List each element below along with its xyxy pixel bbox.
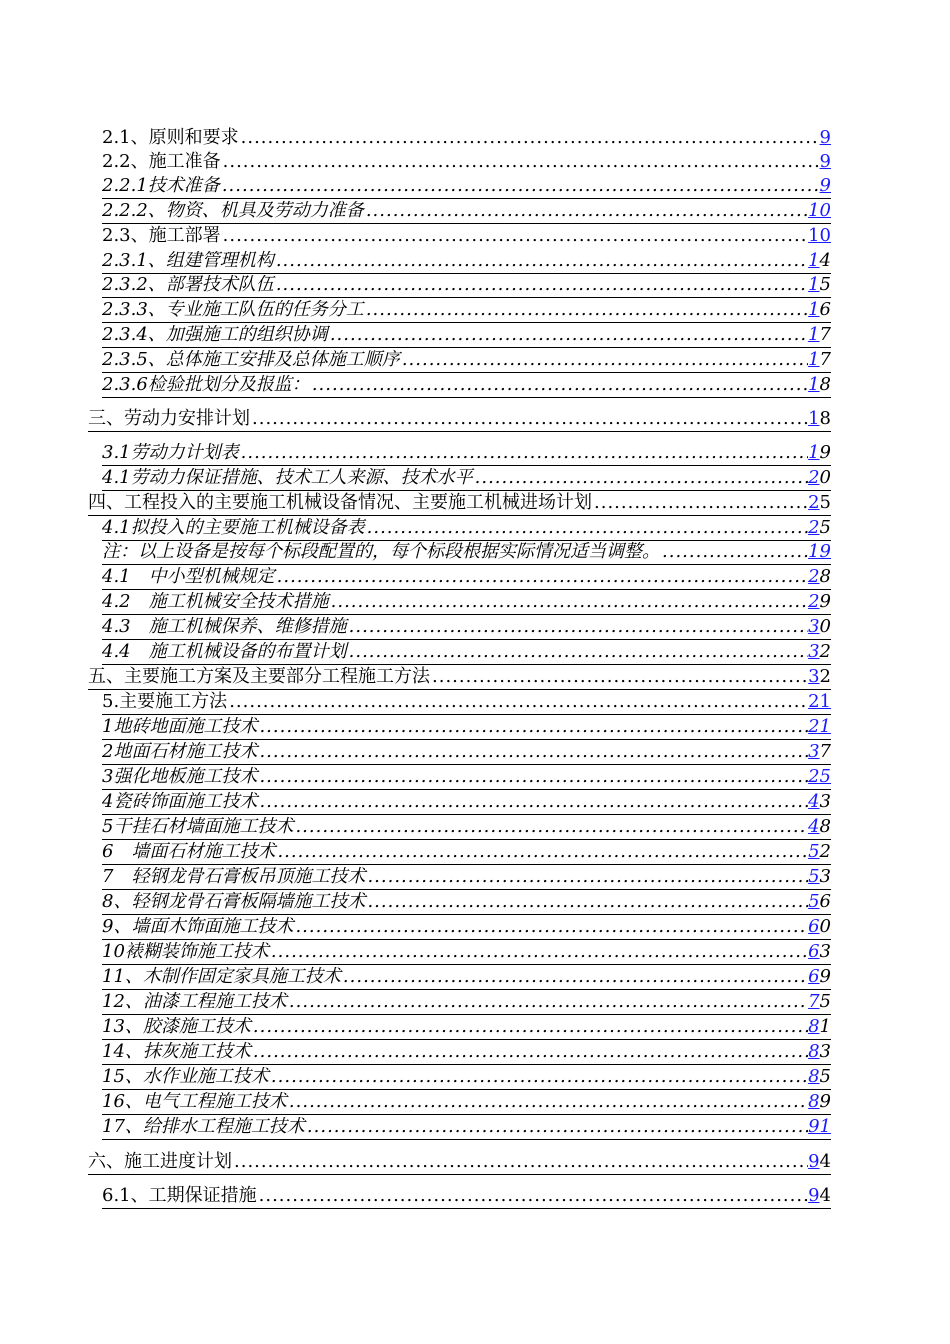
- toc-leader-dots: [307, 1115, 808, 1139]
- toc-entry[interactable]: [102, 740, 831, 765]
- toc-entry[interactable]: [102, 765, 831, 790]
- toc-leader-dots: [223, 150, 820, 174]
- toc-entry[interactable]: [102, 540, 831, 565]
- toc-entry-label: 4.1 中小型机械规定: [102, 566, 275, 587]
- toc-entry[interactable]: [102, 1115, 831, 1140]
- toc-leader-dots: [259, 1184, 808, 1208]
- toc-page-number[interactable]: 53: [808, 866, 831, 887]
- toc-leader-dots: [349, 640, 808, 664]
- toc-leader-dots: [349, 615, 808, 639]
- toc-entry-label: 8、轻钢龙骨石膏板隔墙施工技术: [102, 891, 366, 912]
- toc-page-number[interactable]: 32: [808, 641, 831, 662]
- toc-page-number[interactable]: 18: [808, 374, 831, 395]
- toc-entry[interactable]: [102, 865, 831, 890]
- toc-entry-label: 15、水作业施工技术: [102, 1066, 269, 1087]
- toc-page-number[interactable]: 83: [808, 1041, 831, 1062]
- toc-entry[interactable]: [102, 565, 831, 590]
- toc-entry-label: 7 轻钢龙骨石膏板吊顶施工技术: [102, 866, 366, 887]
- toc-leader-dots: [289, 1090, 808, 1114]
- toc-page-number[interactable]: 17: [808, 349, 831, 370]
- toc-leader-dots: [222, 174, 820, 198]
- toc-entry-label: 2.3.6检验批划分及报监：: [102, 374, 310, 395]
- toc-entry-label: 5干挂石材墙面施工技术: [102, 816, 294, 837]
- toc-entry-label: 9、墙面木饰面施工技术: [102, 916, 294, 937]
- toc-page-number[interactable]: 91: [808, 1116, 831, 1137]
- toc-entry[interactable]: [102, 323, 831, 348]
- toc-page-number[interactable]: 85: [808, 1066, 831, 1087]
- toc-entry[interactable]: [102, 224, 831, 248]
- toc-entry-label: 17、给排水工程施工技术: [102, 1116, 305, 1137]
- toc-entry[interactable]: [102, 174, 831, 199]
- toc-entry-label: 2.3.5、总体施工安排及总体施工顺序: [102, 349, 400, 370]
- toc-page-number[interactable]: 16: [808, 299, 831, 320]
- toc-entry-label: 五、主要施工方案及主要部分工程施工方法: [88, 666, 430, 687]
- toc-entry-label: 六、施工进度计划: [88, 1151, 232, 1172]
- toc-page-number[interactable]: 25: [808, 492, 831, 513]
- toc-leader-dots: [252, 407, 808, 431]
- toc-entry[interactable]: [102, 1090, 831, 1115]
- toc-page-number[interactable]: 10: [808, 200, 831, 221]
- toc-page-number[interactable]: 89: [808, 1091, 831, 1112]
- toc-entry-label: 四、工程投入的主要施工机械设备情况、主要施工机械进场计划: [88, 492, 592, 513]
- toc-page-number[interactable]: 25: [808, 517, 831, 538]
- toc-entry-label: 2.3、施工部署: [102, 225, 221, 246]
- toc-leader-dots: [241, 126, 820, 150]
- toc-page-number[interactable]: 15: [808, 274, 831, 295]
- toc-entry[interactable]: [102, 640, 831, 665]
- toc-entry[interactable]: [102, 373, 831, 398]
- toc-entry[interactable]: [102, 348, 831, 373]
- toc-page-number[interactable]: 63: [808, 941, 831, 962]
- toc-entry-label: 2地面石材施工技术: [102, 741, 258, 762]
- toc-entry[interactable]: [102, 150, 831, 174]
- toc-leader-dots: [277, 840, 808, 864]
- toc-entry[interactable]: [102, 715, 831, 740]
- toc-entry[interactable]: [102, 1040, 831, 1065]
- toc-page-number[interactable]: 19: [808, 442, 831, 463]
- toc-entry[interactable]: [88, 1150, 831, 1175]
- toc-leader-dots: [402, 348, 808, 372]
- toc-page-number[interactable]: 60: [808, 916, 831, 937]
- toc-page-number[interactable]: 19: [808, 541, 831, 562]
- toc-entry[interactable]: [102, 915, 831, 940]
- toc-leader-dots: [594, 491, 808, 515]
- toc-page-number[interactable]: 43: [808, 791, 831, 812]
- toc-entry-label: 2.3.1、组建管理机构: [102, 250, 274, 271]
- toc-entry-label: 三、劳动力安排计划: [88, 408, 250, 429]
- toc-entry[interactable]: [102, 690, 831, 715]
- toc-entry-label: 12、油漆工程施工技术: [102, 991, 287, 1012]
- toc-page-number[interactable]: 29: [808, 591, 831, 612]
- toc-entry-label: 11、木制作固定家具施工技术: [102, 966, 341, 987]
- toc-entry[interactable]: [102, 840, 831, 865]
- toc-entry-label: 4.2 施工机械安全技术措施: [102, 591, 329, 612]
- toc-leader-dots: [259, 715, 808, 739]
- toc-page-number[interactable]: 10: [808, 225, 831, 246]
- toc-entry[interactable]: [102, 298, 831, 323]
- toc-entry-label: 2.3.4、加强施工的组织协调: [102, 324, 328, 345]
- toc-leader-dots: [366, 199, 808, 223]
- toc-leader-dots: [343, 965, 808, 989]
- toc-entry[interactable]: [102, 1015, 831, 1040]
- toc-entry[interactable]: [102, 940, 831, 965]
- toc-leader-dots: [259, 740, 808, 764]
- toc-page-number[interactable]: 18: [808, 408, 831, 429]
- toc-leader-dots: [312, 373, 808, 397]
- toc-leader-dots: [271, 940, 808, 964]
- toc-entry[interactable]: [102, 249, 831, 274]
- toc-leader-dots: [277, 565, 808, 589]
- toc-leader-dots: [259, 765, 808, 789]
- toc-entry-label: 3强化地板施工技术: [102, 766, 258, 787]
- toc-page-number[interactable]: 32: [808, 666, 831, 687]
- toc-entry[interactable]: [102, 441, 831, 466]
- toc-leader-dots: [229, 690, 808, 714]
- toc-entry[interactable]: [102, 890, 831, 915]
- toc-page-number[interactable]: 94: [808, 1151, 831, 1172]
- toc-leader-dots: [271, 1065, 808, 1089]
- toc-entry-label: 13、胶漆施工技术: [102, 1016, 251, 1037]
- toc-entry[interactable]: [102, 615, 831, 640]
- toc-leader-dots: [367, 865, 808, 889]
- toc-page-number[interactable]: 28: [808, 566, 831, 587]
- toc-entry-label: 4.4 施工机械设备的布置计划: [102, 641, 347, 662]
- toc-page-number[interactable]: 30: [808, 616, 831, 637]
- toc-leader-dots: [253, 1040, 808, 1064]
- toc-leader-dots: [367, 890, 808, 914]
- toc-page-number[interactable]: 52: [808, 841, 831, 862]
- toc-page-number[interactable]: 94: [808, 1185, 831, 1206]
- toc-entry[interactable]: [102, 273, 831, 298]
- toc-entry[interactable]: [102, 790, 831, 815]
- toc-entry[interactable]: [102, 990, 831, 1015]
- toc-entry[interactable]: [88, 407, 831, 432]
- toc-entry[interactable]: [88, 665, 831, 690]
- toc-leader-dots: [366, 298, 808, 322]
- toc-leader-dots: [367, 516, 808, 540]
- toc-leader-dots: [289, 990, 808, 1014]
- toc-entry-label: 6.1、工期保证措施: [102, 1185, 257, 1206]
- toc-leader-dots: [475, 466, 808, 490]
- toc-page-number[interactable]: 75: [808, 991, 831, 1012]
- toc-page-number[interactable]: 21: [808, 716, 831, 737]
- toc-entry-label: 2.3.2、部署技术队伍: [102, 274, 274, 295]
- toc-page-number[interactable]: 20: [808, 467, 831, 488]
- toc-entry-label: 3.1劳动力计划表: [102, 442, 239, 463]
- toc-entry-label: 6 墙面石材施工技术: [102, 841, 276, 862]
- toc-entry-label: 4.3 施工机械保养、维修措施: [102, 616, 347, 637]
- toc-entry-label: 14、抹灰施工技术: [102, 1041, 251, 1062]
- toc-entry-label: 2.2.1技术准备: [102, 175, 220, 196]
- toc-entry-label: 5.主要施工方法: [102, 691, 228, 712]
- toc-leader-dots: [662, 540, 808, 564]
- toc-page-number[interactable]: 25: [808, 766, 831, 787]
- toc-page-number[interactable]: 14: [808, 250, 831, 271]
- toc-entry-label: 注：以上设备是按每个标段配置的，每个标段根据实际情况适当调整。: [102, 541, 660, 562]
- toc-leader-dots: [331, 590, 808, 614]
- toc-page-number[interactable]: 9: [819, 127, 831, 148]
- toc-leader-dots: [241, 441, 808, 465]
- toc-entry-label: 2.2、施工准备: [102, 151, 221, 172]
- toc-entry-label: 1地砖地面施工技术: [102, 716, 258, 737]
- toc-entry-label: 4.1劳动力保证措施、技术工人来源、技术水平: [102, 467, 473, 488]
- toc-page-number[interactable]: 56: [808, 891, 831, 912]
- toc-leader-dots: [432, 665, 808, 689]
- toc-entry-label: 4.1拟投入的主要施工机械设备表: [102, 517, 365, 538]
- toc-page-number[interactable]: 37: [808, 741, 831, 762]
- toc-page-number[interactable]: 81: [808, 1016, 831, 1037]
- toc-entry-label: 10裱糊装饰施工技术: [102, 941, 269, 962]
- toc-entry[interactable]: [102, 199, 831, 224]
- toc-entry-label: 16、电气工程施工技术: [102, 1091, 287, 1112]
- toc-entry[interactable]: [102, 1184, 831, 1209]
- toc-entry[interactable]: [102, 516, 831, 541]
- toc-leader-dots: [234, 1150, 808, 1174]
- toc-entry[interactable]: [88, 491, 831, 516]
- toc-page-number[interactable]: 69: [808, 966, 831, 987]
- toc-page-number[interactable]: 48: [808, 816, 831, 837]
- toc-entry-label: 4瓷砖饰面施工技术: [102, 791, 258, 812]
- toc-entry-label: 2.1、原则和要求: [102, 127, 239, 148]
- toc-leader-dots: [276, 273, 808, 297]
- toc-entry[interactable]: [102, 126, 831, 150]
- toc-entry[interactable]: [102, 965, 831, 990]
- toc-leader-dots: [259, 790, 808, 814]
- toc-leader-dots: [295, 815, 808, 839]
- toc-entry-label: 2.2.2、物资、机具及劳动力准备: [102, 200, 364, 221]
- toc-leader-dots: [253, 1015, 808, 1039]
- toc-leader-dots: [330, 323, 808, 347]
- toc-page-number[interactable]: 17: [808, 324, 831, 345]
- toc-leader-dots: [276, 249, 808, 273]
- toc-entry[interactable]: [102, 1065, 831, 1090]
- toc-entry[interactable]: [102, 815, 831, 840]
- toc-leader-dots: [295, 915, 808, 939]
- toc-entry[interactable]: [102, 466, 831, 491]
- toc-leader-dots: [223, 224, 808, 248]
- toc-page-number[interactable]: 9: [819, 151, 831, 172]
- toc-entry[interactable]: [102, 590, 831, 615]
- toc-page-number[interactable]: 21: [808, 691, 831, 712]
- toc-page-number[interactable]: 9: [819, 175, 831, 196]
- toc-entry-label: 2.3.3、专业施工队伍的任务分工: [102, 299, 364, 320]
